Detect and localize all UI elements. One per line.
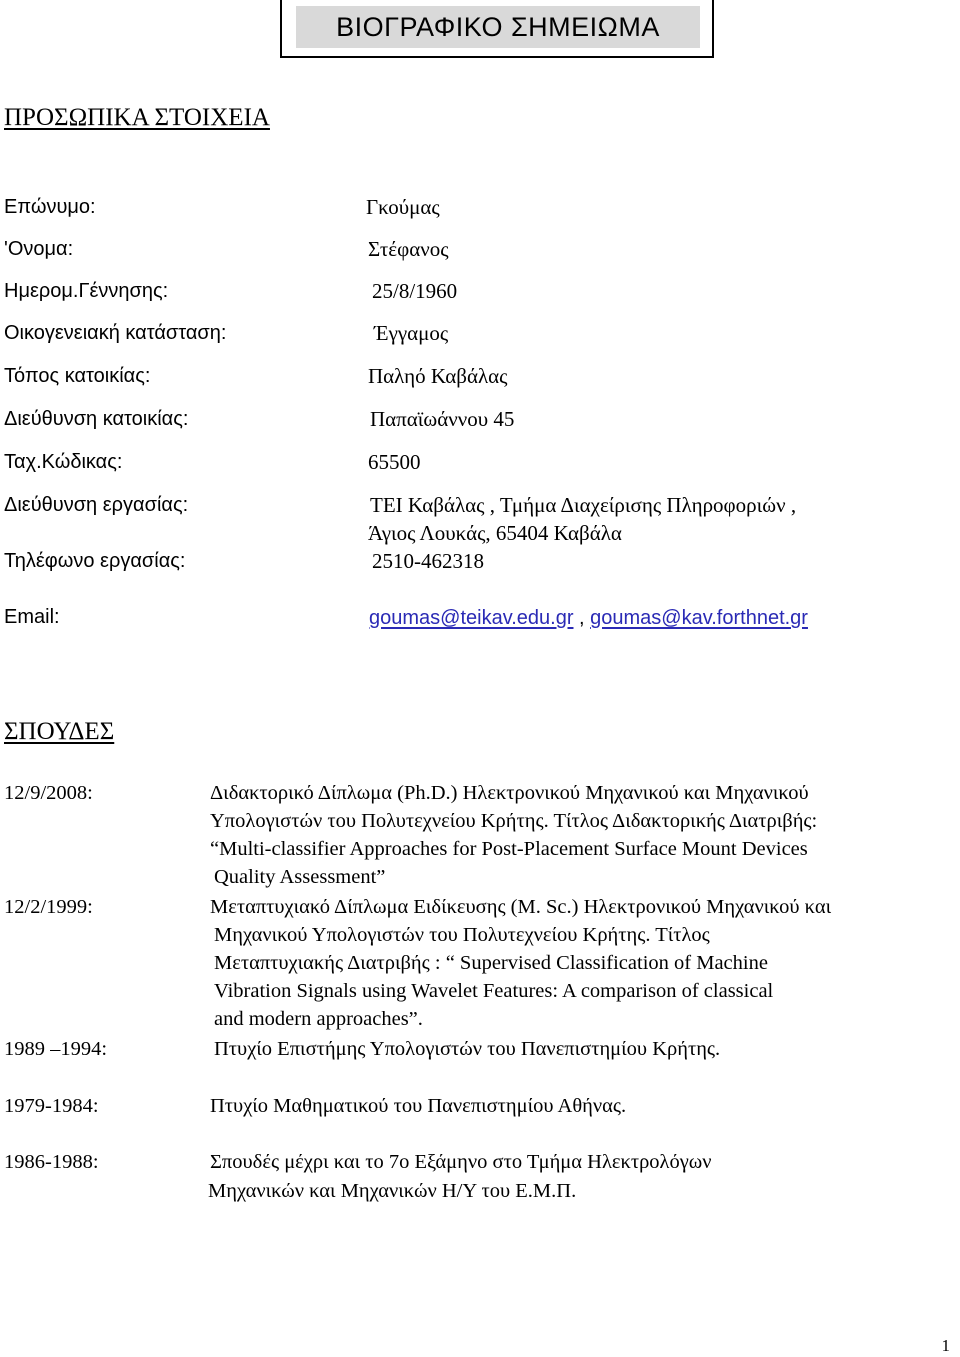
study-line: Μηχανικού Υπολογιστών του Πολυτεχνείου Κρήτης. Τίτλος [214,924,710,946]
study-date: 12/9/2008: [4,782,93,804]
surname-value: Γκούμας [366,195,440,219]
page-number: 1 [941,1336,950,1355]
work-address-label: Διεύθυνση εργασίας: [4,494,189,516]
work-phone-value: 2510-462318 [372,549,484,573]
study-line: Vibration Signals using Wavelet Features: A comparison of classical [214,980,774,1002]
work-address-line2: Άγιος Λουκάς, 65404 Καβάλα [368,521,622,545]
residence-value: Παληό Καβάλας [368,364,508,388]
section-heading-personal: ΠΡΟΣΩΠΙΚΑ ΣΤΟΙΧΕΙΑ [4,104,270,131]
study-line: and modern approaches”. [214,1008,423,1030]
email-separator: , [573,607,591,629]
study-line: Μεταπτυχιακής Διατριβής : “ Supervised Classification of Machine [214,952,768,974]
study-line: Πτυχίο Επιστήμης Υπολογιστών του Πανεπιστημίου Κρήτης. [214,1038,721,1060]
study-date: 1989 –1994: [4,1038,108,1060]
work-phone-label: Τηλέφωνο εργασίας: [4,550,186,572]
name-value: Στέφανος [368,237,449,261]
email-link-2[interactable]: goumas@kav.forthnet.gr [590,607,808,629]
study-date: 12/2/1999: [4,896,93,918]
study-line: “Multi-classifier Approaches for Post-Placement Surface Mount Devices [210,838,808,860]
study-line: Μηχανικών και Μηχανικών Η/Υ του Ε.Μ.Π. [208,1180,577,1202]
email-link-1[interactable]: goumas@teikav.edu.gr [369,607,574,629]
study-line: Μεταπτυχιακό Δίπλωμα Ειδίκευσης (M. Sc.) Ηλεκτρονικού Μηχανικού και [210,896,832,918]
title-box [280,0,714,58]
study-line: Υπολογιστών του Πολυτεχνείου Κρήτης. Τίτλος Διδακτορικής Διατριβής: [210,810,818,832]
residence-label: Τόπος κατοικίας: [4,365,151,387]
postal-label: Ταχ.Κώδικας: [4,451,123,473]
email-label: Email: [4,606,60,628]
study-date: 1986-1988: [4,1151,99,1173]
birth-value: 25/8/1960 [372,279,458,303]
name-label: 'Ονομα: [4,238,74,260]
postal-value: 65500 [368,450,421,474]
study-line: Πτυχίο Μαθηματικού του Πανεπιστημίου Αθήνας. [210,1095,627,1117]
study-line: Σπουδές μέχρι και το 7ο Εξάμηνο στο Τμήμα Ηλεκτρολόγων [210,1151,712,1173]
study-line: Quality Assessment” [214,866,386,888]
email-values [369,607,808,630]
surname-label: Επώνυμο: [4,196,96,218]
home-address-value: Παπαϊωάννου 45 [370,407,515,431]
study-date: 1979-1984: [4,1095,99,1117]
section-heading-studies: ΣΠΟΥΔΕΣ [4,718,115,745]
document-title: ΒΙΟΓΡΑΦΙΚΟ ΣΗΜΕΙΩΜΑ [296,6,700,48]
marital-label: Οικογενειακή κατάσταση: [4,322,227,344]
work-address-line1: ΤΕΙ Καβάλας , Τμήμα Διαχείρισης Πληροφοριών , [370,493,797,517]
home-address-label: Διεύθυνση κατοικίας: [4,408,189,430]
birth-label: Ημερομ.Γέννησης: [4,280,169,302]
study-line: Διδακτορικό Δίπλωμα (Ph.D.) Ηλεκτρονικού Μηχανικού και Μηχανικού [210,782,809,804]
marital-value: Έγγαμος [374,321,449,345]
